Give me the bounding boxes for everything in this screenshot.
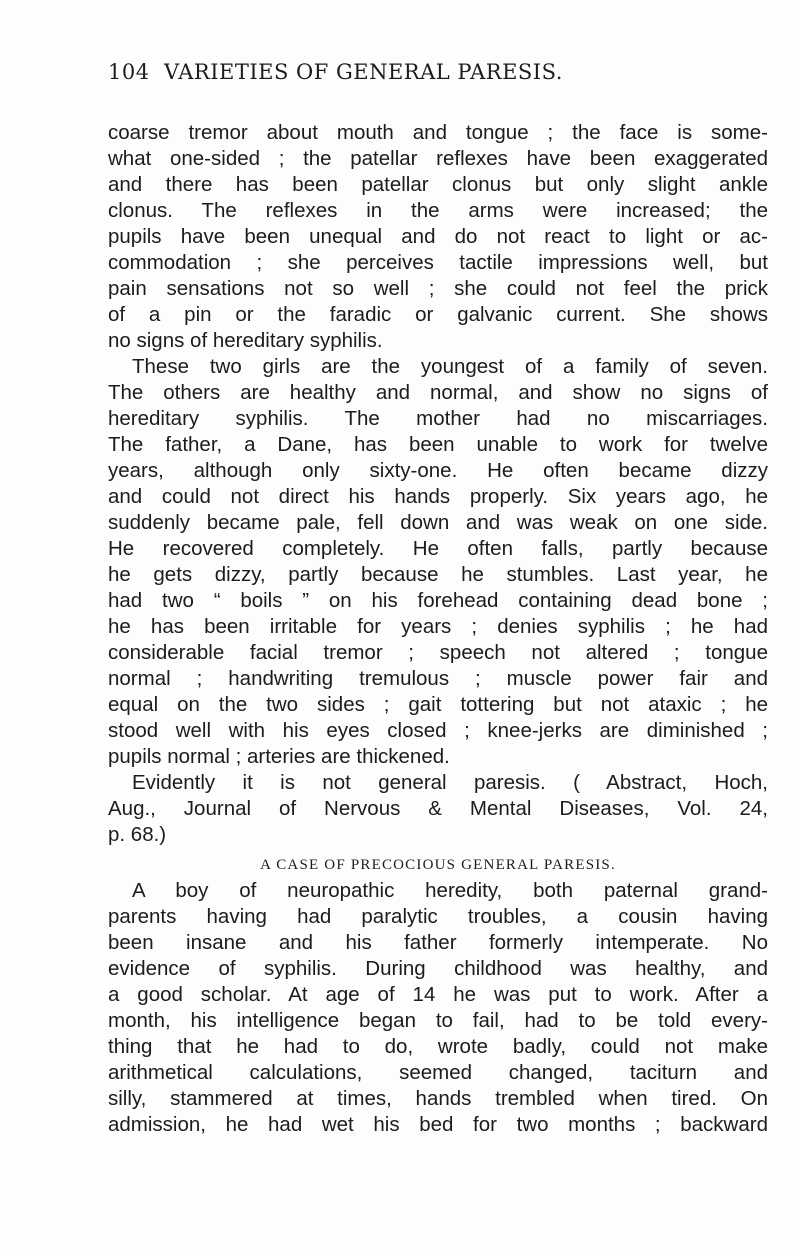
text-line: coarse tremor about mouth and tongue ; the face is some- [108,121,768,144]
text-line: hereditary syphilis. The mother had no miscarriages. [108,407,768,430]
text-line: years, although only sixty-one. He often became dizzy [108,459,768,482]
text-line: He recovered completely. He often falls, partly because [108,537,768,560]
text-line: arithmetical calculations, seemed changed, taciturn and [108,1061,768,1084]
text-line: stood well with his eyes closed ; knee-jerks are diminished ; [108,719,768,742]
section-heading: A CASE OF PRECOCIOUS GENERAL PARESIS. [260,857,616,873]
text-line: evidence of syphilis. During childhood was healthy, and [108,957,768,980]
text-line: what one-sided ; the patellar reflexes have been exaggerated [108,147,768,170]
text-line: commodation ; she perceives tactile impressions well, but [108,251,768,274]
text-line: parents having had paralytic troubles, a cousin having [108,905,768,928]
text-line: month, his intelligence began to fail, had to be told every- [108,1009,768,1032]
paragraph-first-line: A boy of neuropathic heredity, both paternal grand- [132,879,768,902]
text-line: he gets dizzy, partly because he stumbles. Last year, he [108,563,768,586]
text-line: The others are healthy and normal, and show no signs of [108,381,768,404]
page-number: 104 [108,60,150,84]
text-line: and there has been patellar clonus but only slight ankle [108,173,768,196]
text-line: and could not direct his hands properly. Six years ago, he [108,485,768,508]
body-text [108,120,768,1138]
text-line: Aug., Journal of Nervous & Mental Diseases, Vol. 24, [108,797,768,820]
text-line: been insane and his father formerly intemperate. No [108,931,768,954]
text-line: no signs of hereditary syphilis. [108,329,383,352]
text-line: admission, he had wet his bed for two months ; backward [108,1113,768,1136]
paragraph-first-line: These two girls are the youngest of a family of seven. [132,355,768,378]
text-line: The father, a Dane, has been unable to work for twelve [108,433,768,456]
text-line: pupils normal ; arteries are thickened. [108,745,450,768]
text-line: pain sensations not so well ; she could not feel the prick [108,277,768,300]
text-line: p. 68.) [108,823,167,846]
text-line: clonus. The reflexes in the arms were increased; the [108,199,768,222]
text-line: silly, stammered at times, hands trembled when tired. On [108,1087,768,1110]
chapter-title: VARIETIES OF GENERAL PARESIS. [164,60,563,84]
text-line: a good scholar. At age of 14 he was put to work. After a [108,983,768,1006]
text-line: normal ; handwriting tremulous ; muscle power fair and [108,667,768,690]
text-line: of a pin or the faradic or galvanic current. She shows [108,303,768,326]
text-line: thing that he had to do, wrote badly, could not make [108,1035,768,1058]
text-line: equal on the two sides ; gait tottering but not ataxic ; he [108,693,768,716]
running-head [108,60,768,92]
text-line: he has been irritable for years ; denies syphilis ; he had [108,615,768,638]
text-line: pupils have been unequal and do not react to light or ac- [108,225,768,248]
paragraph-first-line: Evidently it is not general paresis. ( Abstract, Hoch, [132,771,768,794]
text-line: had two “ boils ” on his forehead containing dead bone ; [108,589,768,612]
text-line: considerable facial tremor ; speech not altered ; tongue [108,641,768,664]
text-line: suddenly became pale, fell down and was weak on one side. [108,511,768,534]
